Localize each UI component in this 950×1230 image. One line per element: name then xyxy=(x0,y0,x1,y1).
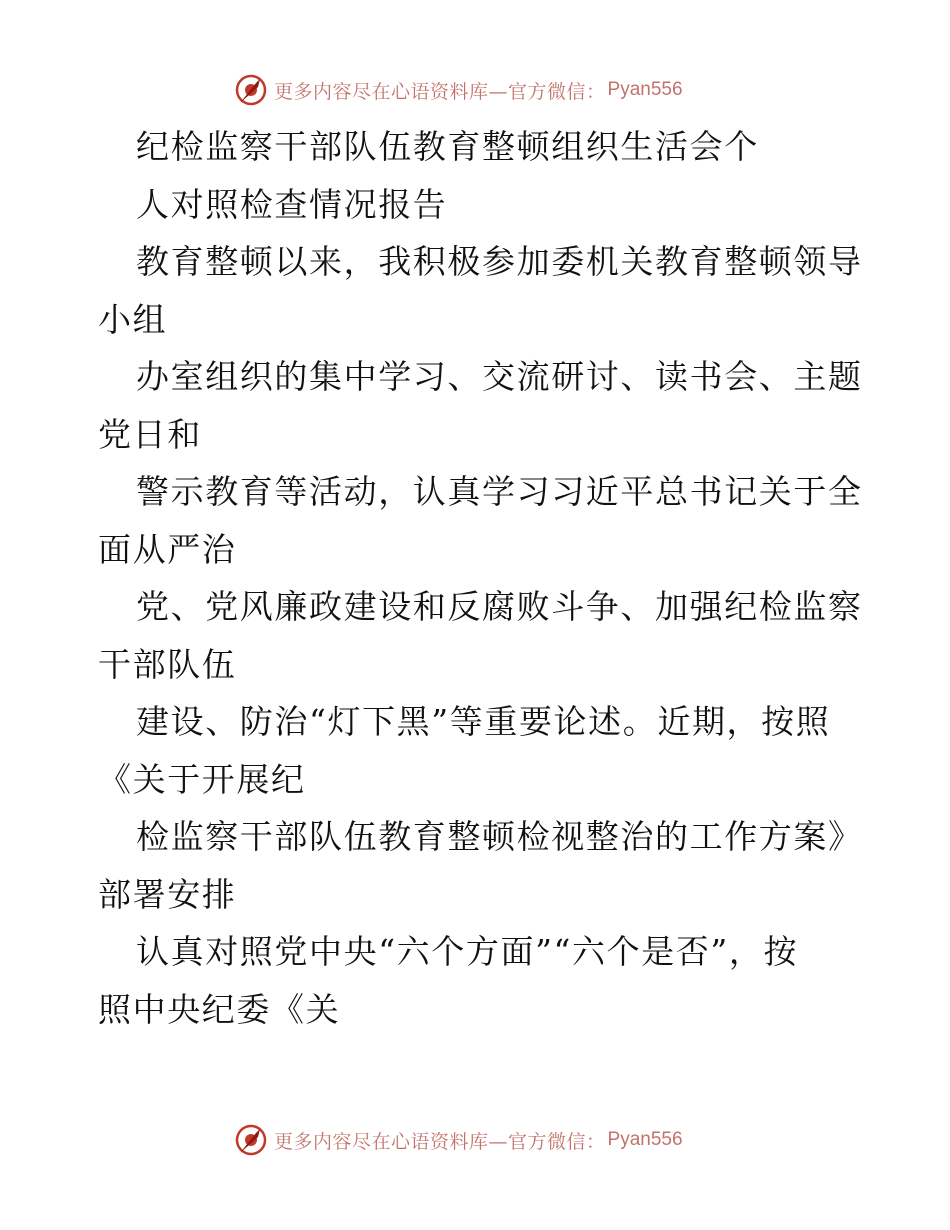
footer-watermark xyxy=(234,1122,683,1158)
paragraph-line: 建设、防治“灯下黑”等重要论述。近期，按照 xyxy=(136,702,831,741)
watermark-contact: Pyan556 xyxy=(607,79,683,100)
quill-circle-logo-icon xyxy=(234,1123,268,1157)
paragraph-line: 认真对照党中央“六个方面”“六个是否”，按 xyxy=(136,932,799,971)
paragraph-line: 党日和 xyxy=(98,414,202,454)
paragraph-line: 小组 xyxy=(98,299,168,339)
watermark-text: 更多内容尽在心语资料库—官方微信： xyxy=(274,80,606,103)
paragraph-line: 警示教育等活动，认真学习习近平总书记关于全 xyxy=(136,472,863,511)
paragraph-line: 《关于开展纪 xyxy=(98,759,306,799)
watermark-contact: Pyan556 xyxy=(607,1129,683,1150)
title-line-1: 纪检监察干部队伍教育整顿组织生活会个 xyxy=(136,127,759,166)
paragraph-line: 面从严治 xyxy=(98,529,237,569)
paragraph-line: 部署安排 xyxy=(98,874,237,914)
paragraph-line: 干部队伍 xyxy=(98,644,237,684)
header-watermark xyxy=(234,72,683,108)
quill-circle-logo-icon xyxy=(234,73,268,107)
document-body xyxy=(98,118,863,1038)
title-line-2: 人对照检查情况报告 xyxy=(136,184,448,224)
paragraph-line: 教育整顿以来，我积极参加委机关教育整顿领导 xyxy=(136,242,863,281)
paragraph-line: 检监察干部队伍教育整顿检视整治的工作方案》 xyxy=(136,817,863,856)
paragraph-line: 照中央纪委《关 xyxy=(98,989,341,1029)
paragraph-line: 党、党风廉政建设和反腐败斗争、加强纪检监察 xyxy=(136,587,863,626)
paragraph-line: 办室组织的集中学习、交流研讨、读书会、主题 xyxy=(136,357,863,396)
watermark-text: 更多内容尽在心语资料库—官方微信： xyxy=(274,1130,606,1153)
